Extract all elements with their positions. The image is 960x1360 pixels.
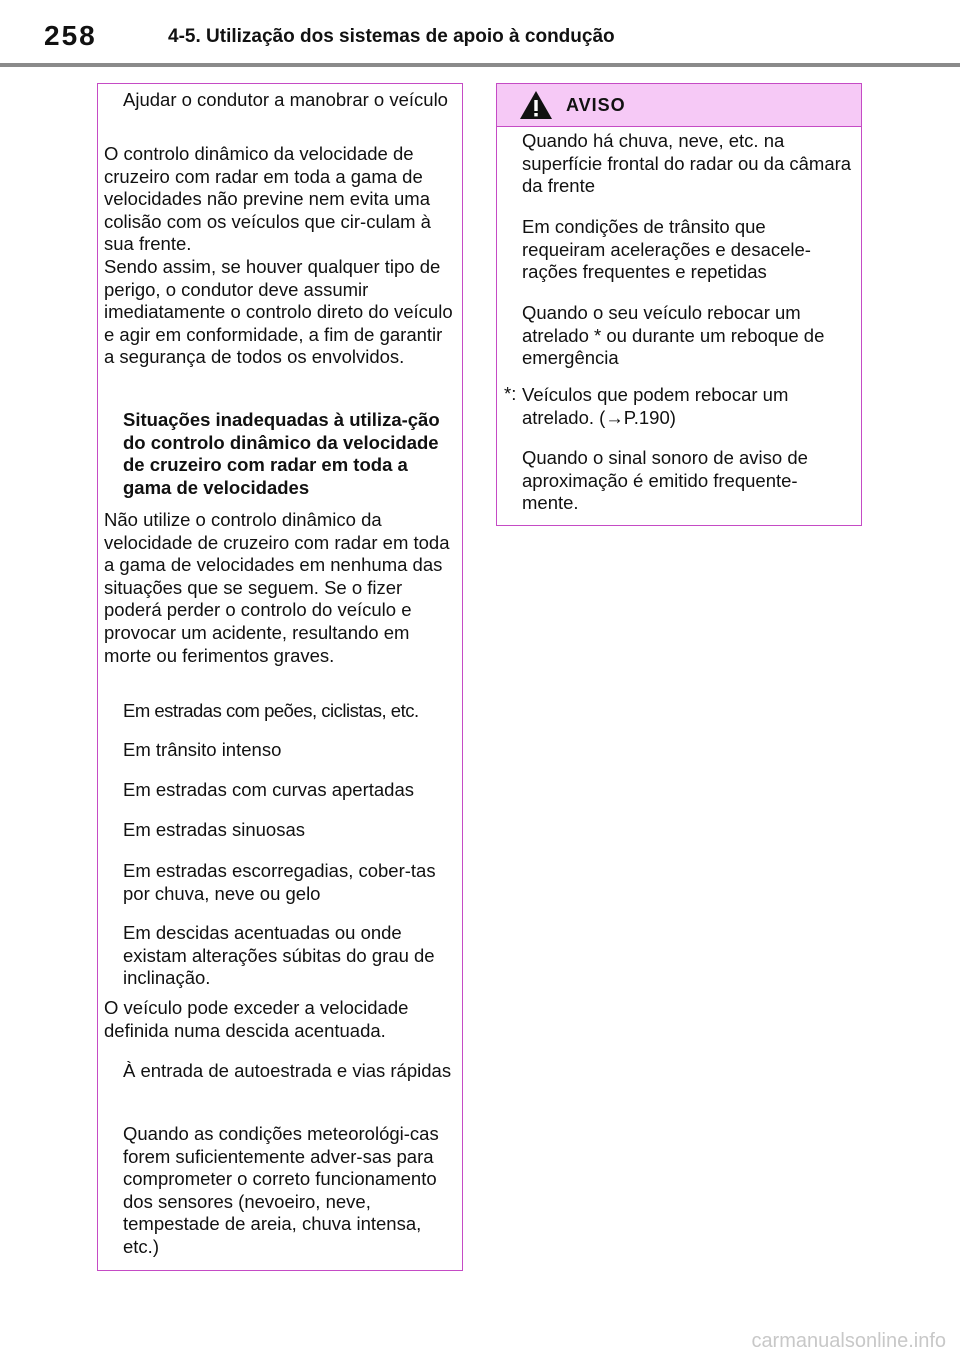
situation-item: Em estradas escorregadias, cober-tas por chuva, neve ou gelo	[123, 860, 436, 904]
warning-item: Quando o sinal sonoro de aviso de aproximação é emitido frequente-mente.	[522, 447, 808, 514]
caution-paragraph-driver: Sendo assim, se houver qualquer tipo de perigo, o condutor deve assumir imediatamente o controlo direto do veículo e agir em conformidade, a fim de garantir a segurança de todos os envolvidos.	[104, 256, 453, 368]
section-title: 4-5. Utilização dos sistemas de apoio à condução	[168, 26, 615, 47]
situation-item: Em trânsito intenso	[123, 739, 282, 760]
situation-item: Em descidas acentuadas ou onde existam alterações súbitas do grau de inclinação.	[123, 922, 435, 989]
warning-item: Quando há chuva, neve, etc. na superfície frontal do radar ou da câmara da frente	[522, 130, 852, 197]
situation-item: Em estradas com peões, ciclistas, etc.	[123, 700, 419, 721]
page-number: 258	[44, 20, 97, 51]
situation-item: Em estradas sinuosas	[123, 819, 306, 840]
situation-item: À entrada de autoestrada e vias rápidas	[123, 1060, 452, 1081]
warning-item: Em condições de trânsito que requeiram acelerações e desacele-rações frequentes e repetidas	[522, 216, 811, 283]
warning-header	[497, 84, 861, 127]
caution-heading: Situações inadequadas à utiliza-ção do controlo dinâmico da velocidade de cruzeiro com radar em toda a gama de velocidades	[123, 409, 440, 498]
warning-triangle-icon	[519, 90, 553, 125]
caution-paragraph-collision: O controlo dinâmico da velocidade de cruzeiro com radar em toda a gama de velocidades não previne nem evita uma colisão com os veículos que cir-culam à sua frente.	[104, 143, 431, 255]
watermark: carmanualsonline.info	[751, 1330, 946, 1352]
caution-paragraph-downhill: O veículo pode exceder a velocidade definida numa descida acentuada.	[104, 997, 409, 1041]
footnote-text: Veículos que podem rebocar um atrelado. (→P.190)	[522, 384, 789, 428]
footnote-marker: *:	[504, 383, 517, 404]
situation-item: Quando as condições meteorológi-cas forem suficientemente adver-sas para comprometer o correto funcionamento dos sensores (nevoeiro, neve, tempestade de areia, chuva intensa, etc.)	[123, 1123, 439, 1257]
warning-item: Quando o seu veículo rebocar um atrelado * ou durante um reboque de emergência	[522, 302, 825, 369]
caution-paragraph-situations: Não utilize o controlo dinâmico da velocidade de cruzeiro com radar em toda a gama de velocidades em nenhuma das situações que se seguem. Se o fizer poderá perder o controlo do veículo e provocar um acidente, resultando em morte ou ferimentos graves.	[104, 509, 450, 666]
header-divider	[0, 63, 960, 67]
warning-title: AVISO	[566, 95, 626, 115]
situation-item: Em estradas com curvas apertadas	[123, 779, 414, 800]
caution-intro-text: Ajudar o condutor a manobrar o veículo	[123, 89, 448, 110]
